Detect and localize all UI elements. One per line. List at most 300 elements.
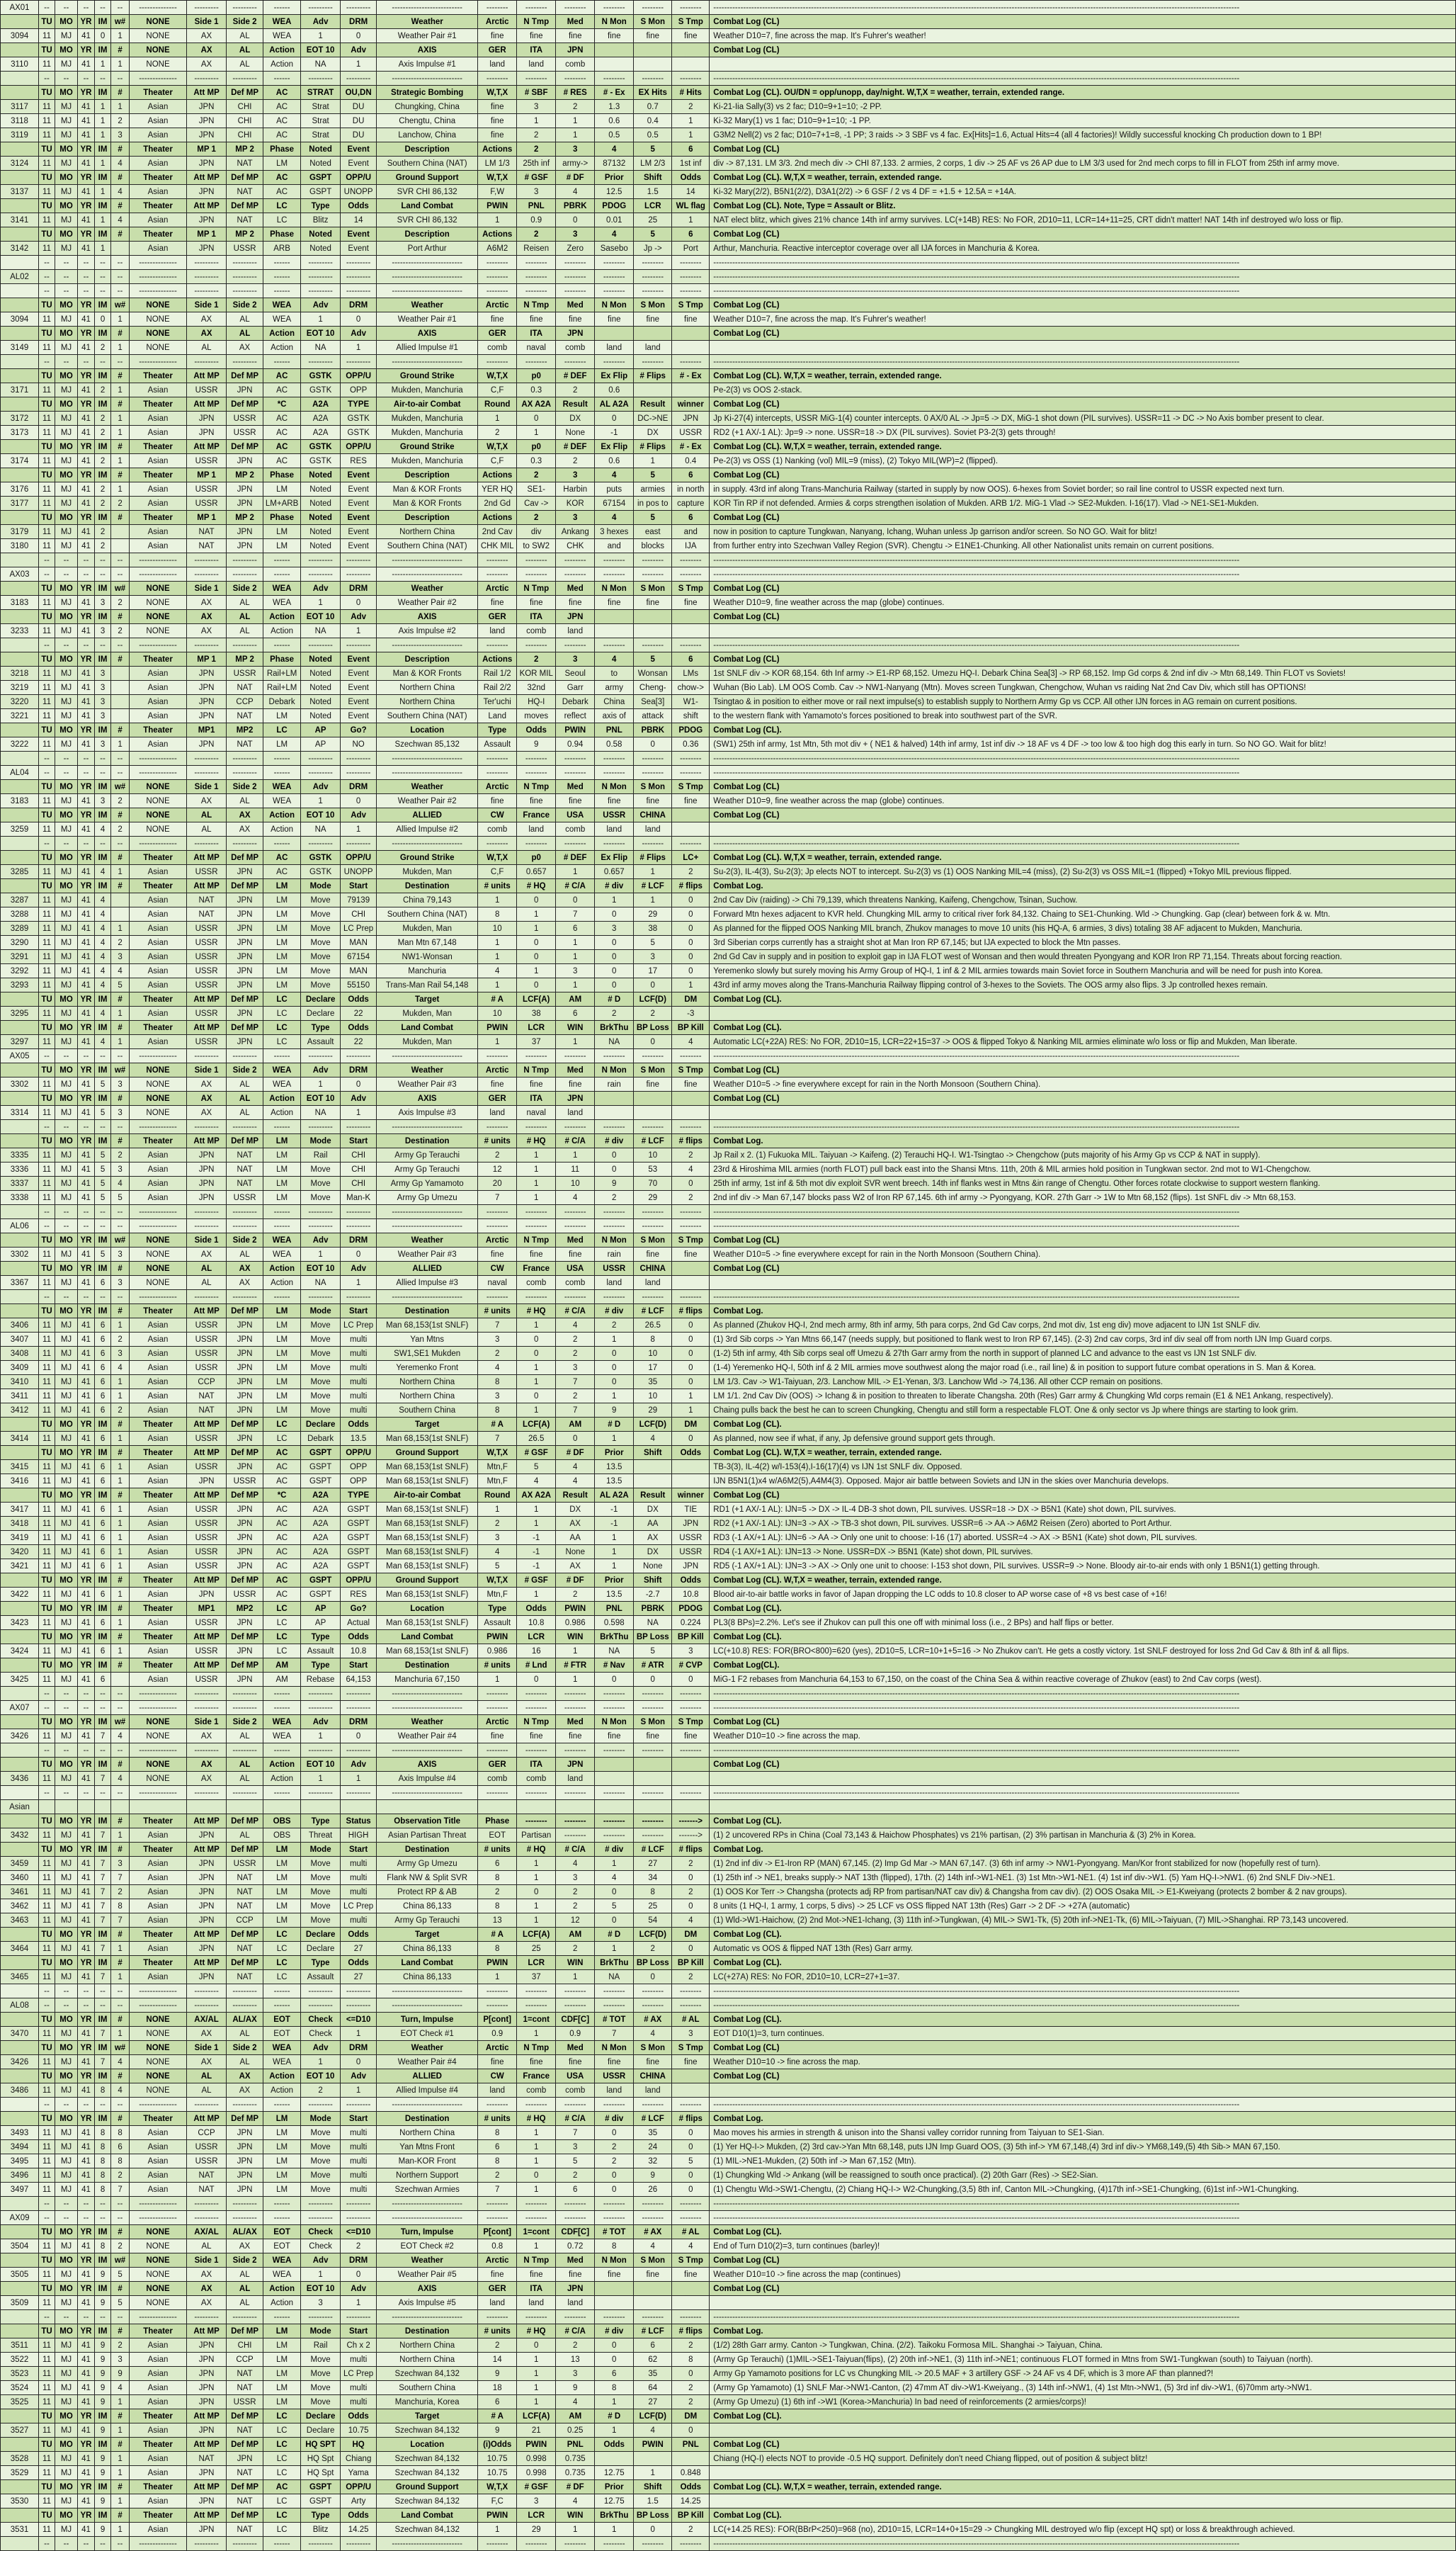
header-cell[interactable]: # A: [478, 2409, 517, 2423]
data-cell[interactable]: CCP: [227, 695, 263, 709]
data-cell[interactable]: ---------: [227, 837, 263, 851]
data-cell[interactable]: 0.657: [595, 865, 634, 879]
combat-log-cell[interactable]: Jp Rail x 2. (1) Fukuoka MIL. Taiyuan -> Kaifeng. (2) Terauchi HQ-I. W1-Tsingtao -> Chengchow (puts majority of his Army Gp vs CCP & NAT in supply).: [710, 1148, 1456, 1163]
data-cell[interactable]: Rail+LM: [263, 681, 301, 695]
data-cell[interactable]: 7: [95, 1857, 111, 1871]
data-cell[interactable]: USSR: [187, 454, 227, 468]
data-cell[interactable]: fine: [672, 2268, 710, 2282]
data-cell[interactable]: NA: [595, 1035, 634, 1049]
data-cell[interactable]: 2: [595, 1318, 634, 1333]
data-cell[interactable]: MJ: [55, 1913, 78, 1928]
row-id-cell[interactable]: 3302: [1, 1077, 39, 1092]
header-cell[interactable]: N Mon: [595, 1715, 634, 1729]
row-id-cell[interactable]: 3289: [1, 922, 39, 936]
data-cell[interactable]: 1: [301, 1772, 341, 1786]
header-cell[interactable]: #: [111, 723, 130, 737]
header-cell[interactable]: IM: [95, 199, 111, 213]
data-cell[interactable]: --------: [478, 567, 517, 582]
data-cell[interactable]: 1: [301, 2055, 341, 2069]
data-cell[interactable]: [111, 242, 130, 256]
data-cell[interactable]: 6: [111, 2140, 130, 2154]
data-cell[interactable]: JPN: [187, 2423, 227, 2438]
data-cell[interactable]: --: [39, 1, 55, 15]
row-id-cell[interactable]: [1, 468, 39, 482]
combat-log-cell[interactable]: RD1 (+1 AX/-1 AL): IJN=5 -> DX -> IL-4 DB-3 shot down, PIL survives. USSR=18 -> DX -> B5N1 (Kate) shot down, PIL survives.: [710, 1503, 1456, 1517]
data-cell[interactable]: --------: [556, 1828, 595, 1843]
data-cell[interactable]: Ter'uchi: [478, 695, 517, 709]
data-cell[interactable]: --: [95, 1, 111, 15]
data-cell[interactable]: 11: [39, 596, 55, 610]
data-cell[interactable]: 1: [517, 922, 556, 936]
data-cell[interactable]: --------: [556, 2098, 595, 2112]
data-cell[interactable]: Axis Impulse #1: [377, 57, 478, 72]
data-cell[interactable]: ------: [263, 72, 301, 86]
row-id-cell[interactable]: [1, 171, 39, 185]
data-cell[interactable]: Asian: [130, 128, 187, 142]
data-cell[interactable]: --: [39, 284, 55, 298]
data-cell[interactable]: --------: [517, 2537, 556, 2551]
combat-log-cell[interactable]: Combat Log (CL).: [710, 1630, 1456, 1644]
data-cell[interactable]: 1: [111, 1474, 130, 1488]
data-cell[interactable]: Allied Impulse #3: [377, 1276, 478, 1290]
header-cell[interactable]: France: [517, 2069, 556, 2083]
data-cell[interactable]: fine: [672, 2055, 710, 2069]
data-cell[interactable]: ---------: [227, 1290, 263, 1304]
data-cell[interactable]: naval: [478, 1276, 517, 1290]
data-cell[interactable]: armies: [634, 482, 672, 497]
data-cell[interactable]: 8: [95, 2083, 111, 2098]
header-cell[interactable]: Ground Support: [377, 1446, 478, 1460]
data-cell[interactable]: 29: [634, 907, 672, 922]
data-cell[interactable]: 1: [517, 1177, 556, 1191]
data-cell[interactable]: 41: [78, 1035, 95, 1049]
data-cell[interactable]: 1: [341, 2027, 377, 2041]
data-cell[interactable]: --------: [517, 638, 556, 652]
data-cell[interactable]: ---------: [187, 837, 227, 851]
row-id-cell[interactable]: 3505: [1, 2268, 39, 2282]
row-id-cell[interactable]: 3465: [1, 1970, 39, 1984]
data-cell[interactable]: comb: [556, 822, 595, 837]
header-cell[interactable]: Check: [301, 2225, 341, 2239]
data-cell[interactable]: 2: [111, 114, 130, 128]
data-cell[interactable]: SVR CHI 86,132: [377, 213, 478, 227]
data-cell[interactable]: --: [55, 1049, 78, 1063]
data-cell[interactable]: USSR: [227, 1857, 263, 1871]
data-cell[interactable]: 1: [595, 2395, 634, 2409]
data-cell[interactable]: fine: [478, 1077, 517, 1092]
data-cell[interactable]: axis of: [595, 709, 634, 723]
header-cell[interactable]: GER: [478, 1758, 517, 1772]
header-cell[interactable]: 5: [634, 511, 672, 525]
row-id-cell[interactable]: 3421: [1, 1559, 39, 1573]
combat-log-cell[interactable]: Combat Log (CL): [710, 2041, 1456, 2055]
data-cell[interactable]: MJ: [55, 1899, 78, 1913]
data-cell[interactable]: [187, 1800, 227, 1814]
data-cell[interactable]: Yeremenko Front: [377, 1361, 478, 1375]
combat-log-cell[interactable]: Ki-32 Mary(2/2), B5N1(2/2), D3A1(2/2) -> 6 GSF / 2 vs 4 DF = +1.5 + 12.5A = +14A.: [710, 185, 1456, 199]
combat-log-cell[interactable]: (Army Gp Umezu) (1) 6th inf ->W1 (Korea->Manchuria) In bad need of reinforcements (2 armies/corps)!: [710, 2395, 1456, 2409]
data-cell[interactable]: CHI: [341, 1177, 377, 1191]
data-cell[interactable]: --: [39, 553, 55, 567]
header-cell[interactable]: GER: [478, 1092, 517, 1106]
header-cell[interactable]: Arctic: [478, 582, 517, 596]
combat-log-cell[interactable]: Combat Log (CL).: [710, 1418, 1456, 1432]
row-id-cell[interactable]: [1, 2069, 39, 2083]
header-cell[interactable]: IM: [95, 2069, 111, 2083]
data-cell[interactable]: Debark: [301, 1432, 341, 1446]
data-cell[interactable]: WEA: [263, 312, 301, 327]
data-cell[interactable]: GSPT: [341, 1545, 377, 1559]
data-cell[interactable]: 11: [39, 624, 55, 638]
header-cell[interactable]: [634, 43, 672, 57]
header-cell[interactable]: WEA: [263, 582, 301, 596]
data-cell[interactable]: 22: [341, 1035, 377, 1049]
data-cell[interactable]: 3: [672, 2027, 710, 2041]
data-cell[interactable]: 9: [95, 2296, 111, 2310]
header-cell[interactable]: TU: [39, 86, 55, 100]
data-cell[interactable]: USSR: [187, 482, 227, 497]
header-cell[interactable]: Weather: [377, 1715, 478, 1729]
header-cell[interactable]: TU: [39, 1715, 55, 1729]
data-cell[interactable]: 13: [478, 1913, 517, 1928]
data-cell[interactable]: Noted: [301, 695, 341, 709]
header-cell[interactable]: Att MP: [187, 1488, 227, 1503]
data-cell[interactable]: USSR: [187, 936, 227, 950]
combat-log-cell[interactable]: --------------------------------------------------------------------------------------------------------------------------------------------------------------------------------------------------: [710, 2098, 1456, 2112]
combat-log-cell[interactable]: [710, 1106, 1456, 1120]
data-cell[interactable]: 1: [517, 2183, 556, 2197]
combat-log-cell[interactable]: --------------------------------------------------------------------------------------------------------------------------------------------------------------------------------------------------: [710, 2310, 1456, 2324]
data-cell[interactable]: 3: [95, 667, 111, 681]
header-cell[interactable]: DM: [672, 1418, 710, 1432]
data-cell[interactable]: USSR: [227, 412, 263, 426]
header-cell[interactable]: TU: [39, 1488, 55, 1503]
combat-log-cell[interactable]: RD3 (-1 AX/+1 AL): IJN=6 -> AA -> Only one unit to choose: I-16 (17) aborted. USSR=4 -> AX -> B5N1 (Kate) shot down, PIL survives.: [710, 1531, 1456, 1545]
data-cell[interactable]: --------------: [130, 837, 187, 851]
data-cell[interactable]: MJ: [55, 1531, 78, 1545]
data-cell[interactable]: 4: [111, 2083, 130, 2098]
data-cell[interactable]: Asian: [130, 1333, 187, 1347]
data-cell[interactable]: ------: [263, 2537, 301, 2551]
header-cell[interactable]: # Flips: [634, 369, 672, 383]
data-cell[interactable]: Asian: [130, 114, 187, 128]
data-cell[interactable]: Assault: [301, 1644, 341, 1658]
data-cell[interactable]: 2: [672, 2523, 710, 2537]
data-cell[interactable]: 11: [39, 2140, 55, 2154]
data-cell[interactable]: --------------: [130, 1290, 187, 1304]
data-cell[interactable]: 41: [78, 1375, 95, 1389]
combat-log-cell[interactable]: Combat Log.: [710, 2324, 1456, 2338]
data-cell[interactable]: --------: [595, 1687, 634, 1701]
data-cell[interactable]: ------: [263, 567, 301, 582]
combat-log-cell[interactable]: Combat Log (CL): [710, 582, 1456, 596]
data-cell[interactable]: Man 68,153(1st SNLF): [377, 1517, 478, 1531]
header-cell[interactable]: LM: [263, 879, 301, 893]
header-cell[interactable]: LCF(D): [634, 2409, 672, 2423]
header-cell[interactable]: N Mon: [595, 298, 634, 312]
data-cell[interactable]: Move: [301, 2183, 341, 2197]
data-cell[interactable]: NAT: [227, 2367, 263, 2381]
header-cell[interactable]: WEA: [263, 1715, 301, 1729]
data-cell[interactable]: fine: [556, 29, 595, 43]
header-cell[interactable]: OPP/U: [341, 2480, 377, 2494]
data-cell[interactable]: 5: [111, 2268, 130, 2282]
header-cell[interactable]: Ground Strike: [377, 440, 478, 454]
header-cell[interactable]: 5: [634, 468, 672, 482]
data-cell[interactable]: 8: [95, 2168, 111, 2183]
data-cell[interactable]: --: [78, 270, 95, 284]
data-cell[interactable]: MJ: [55, 1616, 78, 1630]
header-cell[interactable]: Def MP: [227, 1304, 263, 1318]
data-cell[interactable]: Man 68,153(1st SNLF): [377, 1559, 478, 1573]
row-id-cell[interactable]: [1, 440, 39, 454]
data-cell[interactable]: --: [39, 1984, 55, 1998]
row-id-cell[interactable]: 3219: [1, 681, 39, 695]
header-cell[interactable]: # flips: [672, 1843, 710, 1857]
data-cell[interactable]: AA: [556, 1531, 595, 1545]
data-cell[interactable]: 7: [556, 1403, 595, 1418]
data-cell[interactable]: 1: [95, 100, 111, 114]
data-cell[interactable]: 41: [78, 1389, 95, 1403]
data-cell[interactable]: MJ: [55, 100, 78, 114]
data-cell[interactable]: AX: [187, 2268, 227, 2282]
header-cell[interactable]: *C: [263, 1488, 301, 1503]
data-cell[interactable]: 1: [95, 213, 111, 227]
header-cell[interactable]: IM: [95, 2409, 111, 2423]
data-cell[interactable]: 1: [111, 2494, 130, 2508]
header-cell[interactable]: S Mon: [634, 1715, 672, 1729]
header-cell[interactable]: Declare: [301, 1928, 341, 1942]
data-cell[interactable]: Asian Partisan Threat: [377, 1828, 478, 1843]
data-cell[interactable]: Asian: [130, 1673, 187, 1687]
data-cell[interactable]: ---------: [301, 1290, 341, 1304]
row-id-cell[interactable]: 3530: [1, 2494, 39, 2508]
data-cell[interactable]: Szechwan 85,132: [377, 737, 478, 752]
data-cell[interactable]: 0: [595, 1361, 634, 1375]
data-cell[interactable]: LC: [263, 1970, 301, 1984]
data-cell[interactable]: 6: [95, 1588, 111, 1602]
data-cell[interactable]: -1: [517, 1545, 556, 1559]
data-cell[interactable]: GSTK: [341, 426, 377, 440]
header-cell[interactable]: TU: [39, 1134, 55, 1148]
data-cell[interactable]: 9: [478, 2423, 517, 2438]
data-cell[interactable]: 5: [595, 1899, 634, 1913]
data-cell[interactable]: LC Prep: [341, 922, 377, 936]
data-cell[interactable]: JPN: [187, 2523, 227, 2537]
data-cell[interactable]: --------: [634, 1828, 672, 1843]
header-cell[interactable]: LC: [263, 2409, 301, 2423]
data-cell[interactable]: ---------: [227, 567, 263, 582]
data-cell[interactable]: Asian: [130, 1403, 187, 1418]
header-cell[interactable]: TU: [39, 1758, 55, 1772]
data-cell[interactable]: 26.5: [517, 1432, 556, 1446]
row-id-cell[interactable]: [1, 1687, 39, 1701]
data-cell[interactable]: land: [556, 624, 595, 638]
data-cell[interactable]: LM: [263, 1191, 301, 1205]
header-cell[interactable]: Actions: [478, 511, 517, 525]
header-cell[interactable]: YR: [78, 780, 95, 794]
data-cell[interactable]: Mukden, Man: [377, 1007, 478, 1021]
data-cell[interactable]: NONE: [130, 2055, 187, 2069]
data-cell[interactable]: 1: [111, 737, 130, 752]
header-cell[interactable]: DRM: [341, 1233, 377, 1248]
data-cell[interactable]: 1: [341, 624, 377, 638]
header-cell[interactable]: Destination: [377, 879, 478, 893]
data-cell[interactable]: --: [39, 1743, 55, 1758]
header-cell[interactable]: [634, 327, 672, 341]
data-cell[interactable]: 0: [672, 2126, 710, 2140]
row-id-cell[interactable]: [1, 1573, 39, 1588]
header-cell[interactable]: # Flips: [634, 851, 672, 865]
header-cell[interactable]: AM: [556, 1418, 595, 1432]
row-id-cell[interactable]: AX05: [1, 1049, 39, 1063]
data-cell[interactable]: 16: [517, 1644, 556, 1658]
header-cell[interactable]: YR: [78, 1843, 95, 1857]
data-cell[interactable]: 1: [111, 426, 130, 440]
data-cell[interactable]: land: [478, 2296, 517, 2310]
data-cell[interactable]: --: [55, 1120, 78, 1134]
data-cell[interactable]: Asian: [130, 709, 187, 723]
data-cell[interactable]: AC: [263, 128, 301, 142]
data-cell[interactable]: 6: [556, 922, 595, 936]
header-cell[interactable]: Shift: [634, 1573, 672, 1588]
header-cell[interactable]: AL: [227, 1092, 263, 1106]
data-cell[interactable]: 0: [595, 978, 634, 992]
data-cell[interactable]: Asian: [130, 1517, 187, 1531]
data-cell[interactable]: 7: [478, 1432, 517, 1446]
data-cell[interactable]: ---------: [301, 1049, 341, 1063]
header-cell[interactable]: WEA: [263, 780, 301, 794]
data-cell[interactable]: Asian: [130, 242, 187, 256]
header-cell[interactable]: YR: [78, 1573, 95, 1588]
data-cell[interactable]: 4: [634, 2239, 672, 2253]
header-cell[interactable]: N Tmp: [517, 780, 556, 794]
data-cell[interactable]: --: [78, 2537, 95, 2551]
data-cell[interactable]: --------------: [130, 2310, 187, 2324]
data-cell[interactable]: 1: [478, 950, 517, 964]
row-id-cell[interactable]: [1, 1290, 39, 1304]
data-cell[interactable]: NONE: [130, 1106, 187, 1120]
header-cell[interactable]: LM: [263, 2324, 301, 2338]
data-cell[interactable]: --------: [517, 2211, 556, 2225]
combat-log-cell[interactable]: (1) MIL->NE1-Mukden, (2) 50th inf -> Man 67,152 (Mtn).: [710, 2154, 1456, 2168]
data-cell[interactable]: 9: [95, 2338, 111, 2353]
data-cell[interactable]: Strat: [301, 114, 341, 128]
header-cell[interactable]: 6: [672, 652, 710, 667]
data-cell[interactable]: MJ: [55, 1559, 78, 1573]
data-cell[interactable]: AX: [187, 2027, 227, 2041]
data-cell[interactable]: MJ: [55, 1177, 78, 1191]
header-cell[interactable]: NONE: [130, 780, 187, 794]
header-cell[interactable]: #: [111, 1573, 130, 1588]
data-cell[interactable]: rain: [595, 1077, 634, 1092]
data-cell[interactable]: Asian: [130, 482, 187, 497]
header-cell[interactable]: IM: [95, 43, 111, 57]
data-cell[interactable]: --------: [672, 270, 710, 284]
header-cell[interactable]: 5: [634, 227, 672, 242]
data-cell[interactable]: ---------: [187, 1290, 227, 1304]
data-cell[interactable]: 9: [634, 2168, 672, 2183]
data-cell[interactable]: 41: [78, 57, 95, 72]
data-cell[interactable]: fine: [634, 1729, 672, 1743]
header-cell[interactable]: IM: [95, 1814, 111, 1828]
data-cell[interactable]: 2: [95, 412, 111, 426]
header-cell[interactable]: TU: [39, 1658, 55, 1673]
data-cell[interactable]: 0.25: [556, 2423, 595, 2438]
data-cell[interactable]: MJ: [55, 29, 78, 43]
header-cell[interactable]: Theater: [130, 1418, 187, 1432]
data-cell[interactable]: LM: [263, 2140, 301, 2154]
data-cell[interactable]: 12.75: [595, 2466, 634, 2480]
data-cell[interactable]: ---------: [227, 1701, 263, 1715]
data-cell[interactable]: --------------: [130, 270, 187, 284]
data-cell[interactable]: 38: [634, 922, 672, 936]
data-cell[interactable]: 70: [634, 1177, 672, 1191]
data-cell[interactable]: --------: [517, 2197, 556, 2211]
data-cell[interactable]: AX: [187, 1077, 227, 1092]
data-cell[interactable]: --: [78, 2098, 95, 2112]
data-cell[interactable]: --------------------------: [377, 270, 478, 284]
header-cell[interactable]: MO: [55, 1715, 78, 1729]
data-cell[interactable]: 1: [595, 2523, 634, 2537]
row-id-cell[interactable]: 3522: [1, 2353, 39, 2367]
data-cell[interactable]: --: [55, 2537, 78, 2551]
data-cell[interactable]: 2: [672, 2395, 710, 2409]
header-cell[interactable]: S Mon: [634, 15, 672, 29]
data-cell[interactable]: 2: [672, 1857, 710, 1871]
data-cell[interactable]: AL: [227, 794, 263, 808]
data-cell[interactable]: Land: [478, 709, 517, 723]
row-id-cell[interactable]: [1, 1262, 39, 1276]
header-cell[interactable]: MO: [55, 298, 78, 312]
data-cell[interactable]: --: [95, 1786, 111, 1800]
header-cell[interactable]: Med: [556, 2253, 595, 2268]
data-cell[interactable]: GSTK: [301, 454, 341, 468]
row-id-cell[interactable]: 3527: [1, 2423, 39, 2438]
data-cell[interactable]: ---------: [227, 1743, 263, 1758]
data-cell[interactable]: MJ: [55, 1729, 78, 1743]
data-cell[interactable]: puts: [595, 482, 634, 497]
header-cell[interactable]: MO: [55, 1262, 78, 1276]
data-cell[interactable]: NONE: [130, 2239, 187, 2253]
data-cell[interactable]: MJ: [55, 497, 78, 511]
header-cell[interactable]: USSR: [595, 2069, 634, 2083]
data-cell[interactable]: JPN: [187, 157, 227, 171]
combat-log-cell[interactable]: Automatic vs OOS & flipped NAT 13th (Res) Garr army.: [710, 1942, 1456, 1956]
header-cell[interactable]: MO: [55, 1134, 78, 1148]
header-cell[interactable]: #: [111, 1814, 130, 1828]
combat-log-cell[interactable]: Pe-2(3) vs OSS (1) Nanking (vol) MIL=9 (miss), (2) Tokyo MIL(WP)=2 (flipped).: [710, 454, 1456, 468]
data-cell[interactable]: 6: [95, 1361, 111, 1375]
row-id-cell[interactable]: 3425: [1, 1673, 39, 1687]
data-cell[interactable]: 0: [595, 412, 634, 426]
combat-log-cell[interactable]: [710, 2466, 1456, 2480]
header-cell[interactable]: Side 1: [187, 1233, 227, 1248]
header-cell[interactable]: OPP/U: [341, 440, 377, 454]
data-cell[interactable]: AC: [263, 1588, 301, 1602]
row-id-cell[interactable]: 3419: [1, 1531, 39, 1545]
data-cell[interactable]: AL: [187, 1276, 227, 1290]
data-cell[interactable]: ---------: [187, 284, 227, 298]
header-cell[interactable]: GER: [478, 327, 517, 341]
data-cell[interactable]: --: [111, 1998, 130, 2013]
row-id-cell[interactable]: 3176: [1, 482, 39, 497]
data-cell[interactable]: Mtn,F: [478, 1474, 517, 1488]
header-cell[interactable]: Action: [263, 43, 301, 57]
data-cell[interactable]: 4: [95, 1035, 111, 1049]
data-cell[interactable]: --: [55, 2197, 78, 2211]
combat-log-cell[interactable]: (1) 25th inf -> NE1, breaks supply-> NAT 13th (flipped), 17th. (2) 14th inf->W1-NE1. (3) 1st Mtn->W1-NE1. (4) 1st inf div->W1. (5) Yam HQ-I->NW1. (6) 2nd SNLF Div->NE1.: [710, 1871, 1456, 1885]
